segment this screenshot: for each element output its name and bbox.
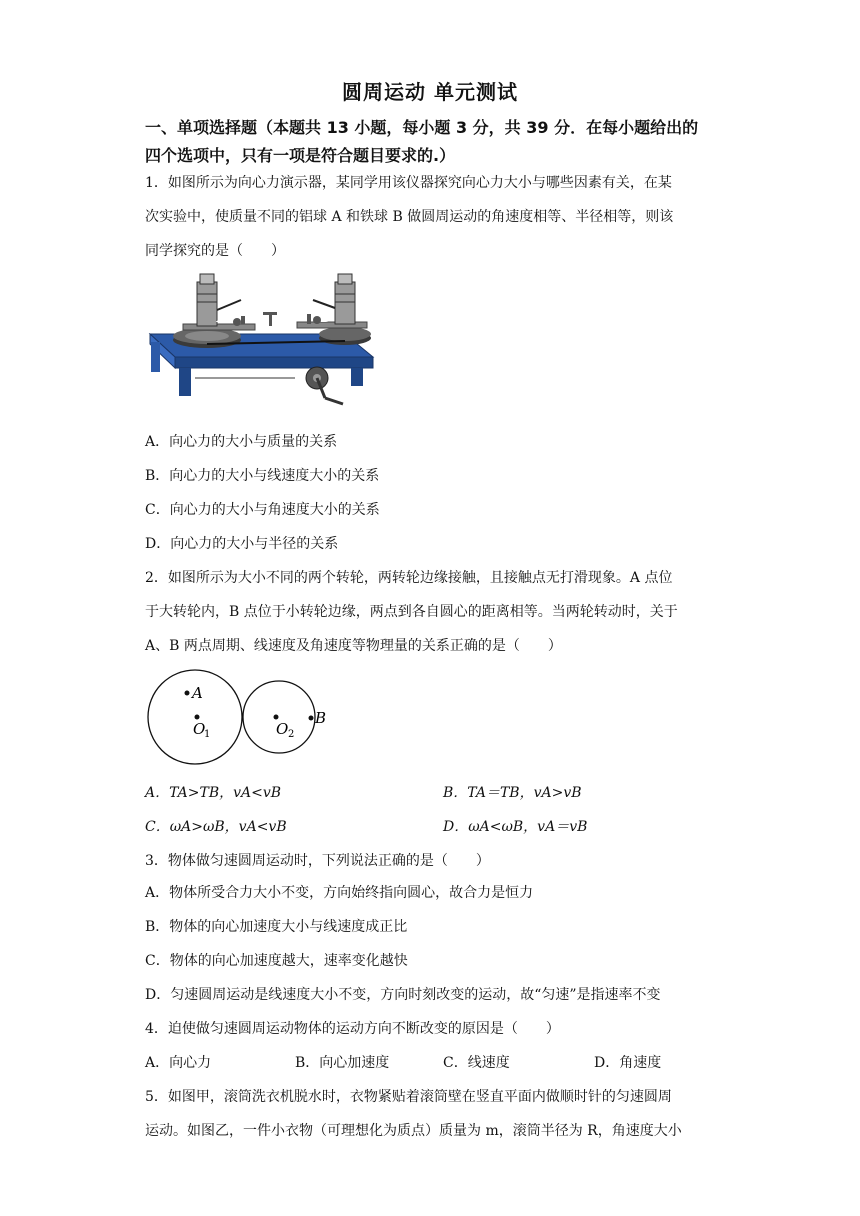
q2-option-a: A．TA>TB，vA<vB [145,785,282,801]
q2-option-d: D．ωA<ωB，vA＝vB [443,819,588,835]
figure1-label-a: A [217,310,228,326]
q3-option-d: D．匀速圆周运动是线速度大小不变，方向时刻改变的运动，故“匀速”是指速率不变 [145,987,661,1003]
section-heading-line-1: 一、单项选择题（本题共 13 小题，每小题 3 分，共 39 分．在每小题给出的 [145,118,699,137]
figure1-label-b: B [321,310,332,326]
q4-option-d: D．角速度 [594,1055,662,1071]
q2-option-c: C．ωA>ωB，vA<vB [145,819,287,835]
figure2-label-o: O [193,720,206,738]
q1-stem-line-3: 同学探究的是（ ） [145,243,285,259]
q1-option-c: C．向心力的大小与角速度大小的关系 [145,502,380,518]
q1-option-b: B．向心力的大小与线速度大小的关系 [145,468,380,484]
q1-stem-line-2: 次实验中，使质量不同的铝球 A 和铁球 B 做圆周运动的角速度相等、半径相等，则该 [145,209,674,225]
figure2-label-a: A [192,684,203,702]
q2-stem-line-2: 于大转轮内，B 点位于小转轮边缘，两点到各自圆心的距离相等。当两轮转动时，关于 [145,604,678,620]
q4-option-c: C．线速度 [443,1055,510,1071]
two-wheels-figure [145,665,345,770]
section-heading-line-2: 四个选项中，只有一项是符合题目要求的.） [145,146,456,165]
page-title: 圆周运动 单元测试 [342,80,518,104]
figure2-label-o: O [276,720,289,738]
q5-stem-line-1: 5．如图甲，滚筒洗衣机脱水时，衣物紧贴着滚筒壁在竖直平面内做顺时针的匀速圆周 [145,1089,672,1105]
q5-stem-line-2: 运动。如图乙，一件小衣物（可理想化为质点）质量为 m，滚筒半径为 R，角速度大小 [145,1123,682,1139]
figure2-label-o2-sub: 2 [288,729,295,740]
q3-stem: 3．物体做匀速圆周运动时，下列说法正确的是（ ） [145,853,490,869]
q4-stem: 4．迫使做匀速圆周运动物体的运动方向不断改变的原因是（ ） [145,1021,560,1037]
q3-option-c: C．物体的向心加速度越大，速率变化越快 [145,953,408,969]
section-heading [145,114,725,170]
q1-stem-line-1: 1．如图所示为向心力演示器，某同学用该仪器探究向心力大小与哪些因素有关，在某 [145,175,672,191]
q1-option-d: D．向心力的大小与半径的关系 [145,536,339,552]
q4-option-a: A．向心力 [145,1055,212,1071]
q3-option-a: A．物体所受合力大小不变，方向始终指向圆心，故合力是恒力 [145,885,534,901]
q3-option-b: B．物体的向心加速度大小与线速度成正比 [145,919,408,935]
figure2-label-o1-sub: 1 [204,729,211,740]
q1-option-a: A．向心力的大小与质量的关系 [145,434,338,450]
q4-option-b: B．向心加速度 [295,1055,390,1071]
q2-stem-line-1: 2．如图所示为大小不同的两个转轮，两转轮边缘接触，且接触点无打滑现象。A 点位 [145,570,673,586]
centripetal-force-apparatus-figure [145,272,380,412]
q2-stem-line-3: A、B 两点周期、线速度及角速度等物理量的关系正确的是（ ） [145,638,562,654]
q2-option-b: B．TA＝TB，vA>vB [443,785,582,801]
figure2-label-b: B [315,709,327,727]
